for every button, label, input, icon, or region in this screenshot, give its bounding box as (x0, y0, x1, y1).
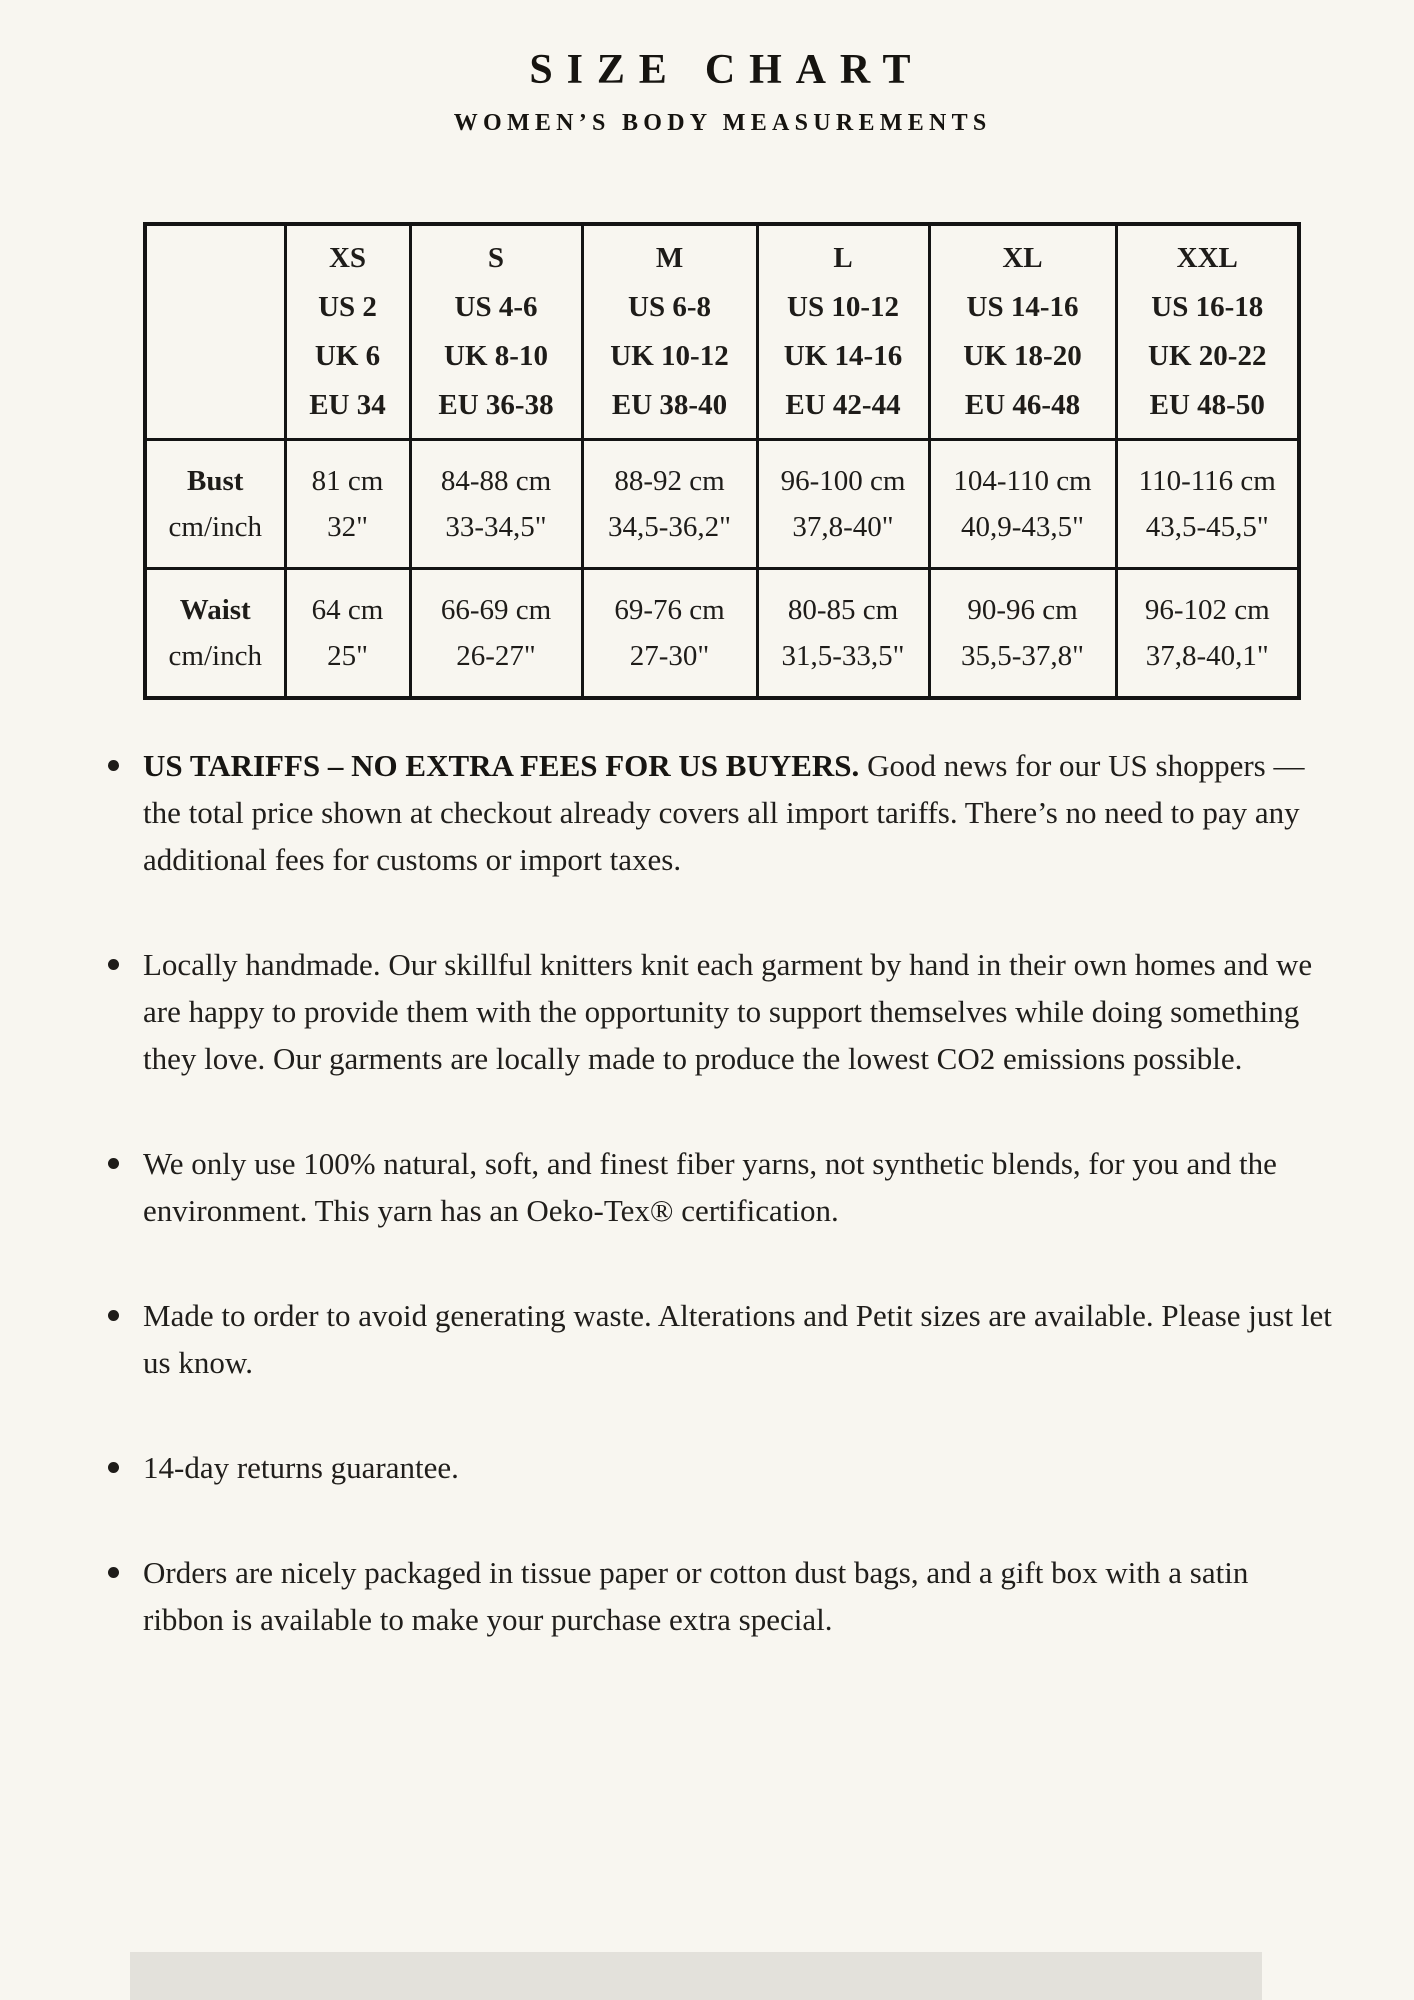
eu-size: EU 38-40 (611, 389, 728, 421)
eu-size: EU 46-48 (964, 389, 1081, 421)
note-text: Orders are nicely packaged in tissue paper or cotton dust bags, and a gift box with a satin ribbon is available to make your purchase extra special. (143, 1555, 1249, 1637)
inch-value: 25" (327, 640, 368, 672)
header-cell-xxl (1116, 224, 1299, 440)
header-cell-m (582, 224, 757, 440)
us-size: US 16-18 (1151, 291, 1264, 323)
header-cell-l (757, 224, 929, 440)
bullet-icon (108, 1462, 119, 1473)
size-label: L (833, 242, 853, 274)
notes-list (106, 742, 1334, 1701)
eu-size: EU 42-44 (785, 389, 901, 421)
header-cell-xl (929, 224, 1116, 440)
inch-value: 43,5-45,5" (1145, 511, 1269, 543)
waist-cell-s (410, 569, 582, 699)
bust-cell-xxl (1116, 440, 1299, 569)
inch-value: 35,5-37,8" (961, 640, 1084, 672)
page-title: SIZE CHART (529, 47, 925, 93)
waist-cell-l (757, 569, 929, 699)
inch-value: 32" (327, 511, 368, 543)
note-text: 14-day returns guarantee. (143, 1450, 459, 1485)
note-us-tariffs (106, 742, 1334, 883)
waist-row (145, 569, 1299, 699)
cm-value: 81 cm (311, 465, 384, 497)
note-packaging (106, 1549, 1334, 1643)
measurement-unit: cm/inch (168, 511, 262, 543)
waist-cell-xl (929, 569, 1116, 699)
bust-cell-xl (929, 440, 1116, 569)
inch-value: 26-27" (456, 640, 536, 672)
bullet-icon (108, 1567, 119, 1578)
measurement-name: Bust (187, 465, 244, 497)
size-label: S (487, 242, 505, 274)
bust-cell-l (757, 440, 929, 569)
size-label: M (655, 242, 684, 274)
uk-size: UK 14-16 (783, 340, 903, 372)
uk-size: UK 6 (314, 340, 381, 372)
eu-size: EU 36-38 (438, 389, 554, 421)
inch-value: 34,5-36,2" (608, 511, 731, 543)
bust-row (145, 440, 1299, 569)
uk-size: UK 20-22 (1148, 340, 1267, 372)
uk-size: UK 18-20 (963, 340, 1082, 372)
cm-value: 96-102 cm (1144, 594, 1270, 626)
page-subtitle: WOMEN’S BODY MEASUREMENTS (453, 110, 992, 136)
note-returns (106, 1444, 1334, 1491)
row-label-waist (145, 569, 285, 699)
size-label: XXL (1176, 242, 1238, 274)
inch-value: 31,5-33,5" (781, 640, 905, 672)
note-made-to-order (106, 1292, 1334, 1386)
us-size: US 14-16 (966, 291, 1079, 323)
eu-size: EU 48-50 (1149, 389, 1265, 421)
eu-size: EU 34 (309, 389, 386, 421)
cm-value: 88-92 cm (614, 465, 725, 497)
note-text: We only use 100% natural, soft, and finest fiber yarns, not synthetic blends, for you and the environment. This yarn has an Oeko-Tex® certification. (143, 1146, 1277, 1228)
us-size: US 4-6 (454, 291, 538, 323)
header-cell-s (410, 224, 582, 440)
waist-cell-m (582, 569, 757, 699)
bullet-icon (108, 760, 119, 771)
size-label: XL (1002, 242, 1043, 274)
bust-cell-s (410, 440, 582, 569)
row-label-bust (145, 440, 285, 569)
waist-cell-xxl (1116, 569, 1299, 699)
cm-value: 104-110 cm (953, 465, 1092, 497)
note-lead-bold: US TARIFFS – NO EXTRA FEES FOR US BUYERS. (143, 748, 860, 783)
note-text: Locally handmade. Our skillful knitters knit each garment by hand in their own homes and we are happy to provide them with the opportunity to support themselves while doing something they love. Our garments are locally made to produce the lowest CO2 emissions possible. (143, 947, 1313, 1076)
cm-value: 64 cm (311, 594, 384, 626)
cm-value: 110-116 cm (1138, 465, 1276, 497)
note-locally-handmade (106, 941, 1334, 1082)
note-natural-yarns (106, 1140, 1334, 1234)
size-chart-table (143, 222, 1301, 700)
measurement-name: Waist (179, 594, 251, 626)
cm-value: 69-76 cm (614, 594, 725, 626)
cm-value: 84-88 cm (440, 465, 552, 497)
header-cell-xs (285, 224, 410, 440)
bullet-icon (108, 1310, 119, 1321)
inch-value: 27-30" (629, 640, 710, 672)
inch-value: 37,8-40,1" (1145, 640, 1269, 672)
uk-size: UK 10-12 (610, 340, 729, 372)
us-size: US 10-12 (787, 291, 899, 323)
bullet-icon (108, 959, 119, 970)
bust-cell-xs (285, 440, 410, 569)
us-size: US 2 (318, 291, 377, 323)
inch-value: 40,9-43,5" (961, 511, 1084, 543)
note-text: Good news for our US shoppers — the total price shown at checkout already covers all import tariffs. There’s no need to pay any additional fees for customs or import taxes. (143, 748, 1305, 877)
cm-value: 90-96 cm (967, 594, 1078, 626)
inch-value: 37,8-40" (792, 511, 894, 543)
cm-value: 80-85 cm (787, 594, 899, 626)
corner-cell (145, 224, 285, 440)
note-text: Made to order to avoid generating waste. Alterations and Petit sizes are available. Please just let us know. (143, 1298, 1332, 1380)
table-header-row (145, 224, 1299, 440)
uk-size: UK 8-10 (444, 340, 548, 372)
measurement-unit: cm/inch (168, 640, 262, 672)
cm-value: 66-69 cm (440, 594, 552, 626)
inch-value: 33-34,5" (445, 511, 547, 543)
bust-cell-m (582, 440, 757, 569)
bullet-icon (108, 1158, 119, 1169)
size-label: XS (328, 242, 367, 274)
us-size: US 6-8 (628, 291, 711, 323)
waist-cell-xs (285, 569, 410, 699)
cm-value: 96-100 cm (780, 465, 906, 497)
next-section-strip (130, 1952, 1262, 2000)
